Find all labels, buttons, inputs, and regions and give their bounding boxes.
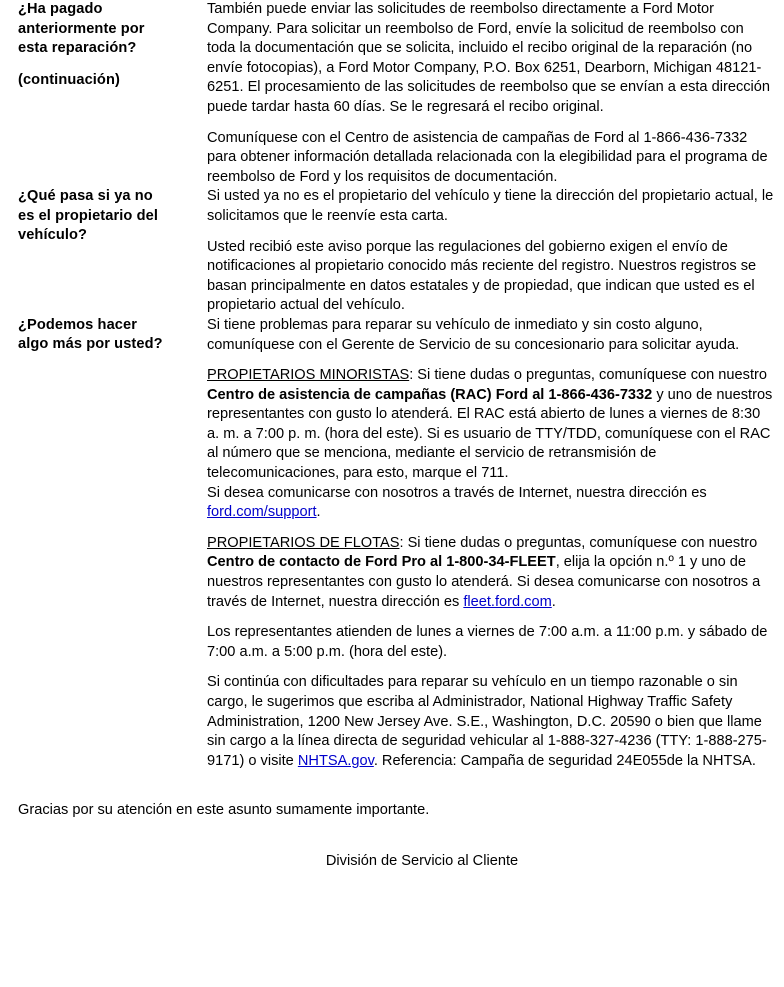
paragraph-fleet-hours: Los representantes atienden de lunes a viernes de 7:00 a.m. a 11:00 p.m. y sábado de 7:00 a.m. a 5:00 p.m. (hora del este).	[207, 624, 768, 660]
question-heading-line-2: anteriormente por	[18, 20, 145, 37]
question-continued-label: (continuación)	[18, 71, 120, 88]
fleet-owners-period: .	[551, 593, 556, 610]
question-heading-line-1: ¿Podemos hacer	[18, 316, 137, 333]
fleet-owners-heading: PROPIETARIOS DE FLOTAS	[207, 534, 400, 551]
signature-line: División de Servicio al Cliente	[325, 852, 519, 869]
question-heading-line-1: ¿Qué pasa si ya no	[18, 188, 153, 205]
fleet-owners-details: , elija la opción n.º 1 y uno de nuestros representantes con gusto lo atenderá. Si desea comunicarse con nosotros a través de Internet, nuestra dirección es	[207, 554, 761, 610]
question-heading-line-1: ¿Ha pagado	[18, 1, 103, 17]
question-heading-no-longer-owner	[18, 187, 199, 246]
nhtsa-gov-link[interactable]: NHTSA.gov	[297, 752, 374, 769]
nhtsa-text: Si continúa con dificultades para reparar su vehículo en un tiempo razonable o sin cargo, le sugerimos que escriba al Administrador, National Highway Traffic Safety Administration, 1200 New Jersey Ave. S.E., Washington, D.C. 20590 o bien que llame sin cargo a la línea directa de seguridad vehicular al 1-888-327-4236 (TTY: 1-888-275-9171) o visite	[207, 674, 767, 769]
fleet-owners-intro: : Si tiene dudas o preguntas, comuníquese con nuestro	[399, 534, 758, 551]
paragraph-nhtsa	[207, 673, 774, 771]
paragraph-retail-owners	[207, 366, 774, 484]
answer-cell-no-longer-owner	[207, 187, 784, 316]
closing-thanks: Gracias por su atención en este asunto sumamente importante.	[18, 802, 430, 819]
retail-internet-period: .	[316, 504, 321, 521]
fleet-ford-link[interactable]: fleet.ford.com	[463, 593, 552, 610]
answer-cell-anything-else	[207, 316, 784, 771]
bottom-spacer	[0, 872, 784, 880]
nhtsa-reference: . Referencia: Campaña de seguridad 24E055de la NHTSA.	[373, 752, 756, 769]
question-cell-previously-paid	[0, 0, 207, 187]
answer-cell-previously-paid	[207, 0, 784, 187]
retail-owners-details: y uno de nuestros representantes con gusto lo atenderá. El RAC está abierto de lunes a viernes de 8:30 a. m. a 7:00 p. m. (hora del este). Si es usuario de TTY/TDD, comuníquese con el RAC al número que se menciona, mediante el servicio de retransmisión de telecomunicaciones, para esto, marque el 711.	[207, 386, 773, 482]
question-heading-line-2: algo más por usted?	[18, 336, 163, 353]
paragraph-service-manager: Si tiene problemas para reparar su vehículo de inmediato y sin costo alguno, comuníquese con el Gerente de Servicio de su concesionario para solicitar ayuda.	[207, 316, 740, 353]
question-cell-anything-else	[0, 316, 207, 771]
paragraph-fleet-owners	[207, 534, 774, 612]
question-heading-line-2: es el propietario del	[18, 207, 158, 224]
section-previously-paid	[0, 0, 784, 187]
section-no-longer-owner	[0, 187, 784, 316]
retail-owners-intro: : Si tiene dudas o preguntas, comuníquese con nuestro	[409, 367, 767, 384]
question-heading-previously-paid	[18, 0, 199, 59]
paragraph-campaign-center-contact: Comuníquese con el Centro de asistencia de campañas de Ford al 1-866-436-7332 para obtener información detallada relacionada con la elegibilidad para el programa de reembolso de Ford y los requisitos de documentación.	[207, 129, 768, 185]
fleet-owners-contact: Centro de contacto de Ford Pro al 1-800-34-FLEET	[207, 554, 556, 571]
paragraph-forward-letter: Si usted ya no es el propietario del vehículo y tiene la dirección del propietario actual, le solicitamos que le reenvíe esta carta.	[207, 188, 774, 224]
question-heading-line-3: esta reparación?	[18, 40, 137, 56]
retail-internet-text: Si desea comunicarse con nosotros a través de Internet, nuestra dirección es	[207, 484, 707, 501]
section-anything-else	[0, 316, 784, 771]
paragraph-retail-internet	[207, 484, 774, 523]
retail-owners-heading: PROPIETARIOS MINORISTAS	[207, 367, 410, 384]
question-cell-no-longer-owner	[0, 187, 207, 316]
paragraph-reimbursement-mailing: También puede enviar las solicitudes de reembolso directamente a Ford Motor Company. Para solicitar un reembolso de Ford, envíe la solicitud de reembolso con toda la documentación que se solicita, incluido el recibo original de la reparación (no envíe fotocopias), a Ford Motor Company, P.O. Box 6251, Dearborn, Michigan 48121-6251. El procesamiento de las solicitudes de reembolso que se envían a esta dirección puede tardar hasta 60 días. Se le regresará el recibo original.	[207, 1, 771, 115]
question-heading-anything-else	[18, 316, 199, 355]
ford-support-link[interactable]: ford.com/support	[207, 504, 317, 521]
retail-owners-contact: Centro de asistencia de campañas (RAC) Ford al 1-866-436-7332	[207, 386, 653, 403]
question-heading-line-3: vehículo?	[18, 227, 88, 244]
paragraph-notice-reason: Usted recibió este aviso porque las regulaciones del gobierno exigen el envío de notificaciones al propietario conocido más reciente del registro. Nuestros registros se basan principalmente en datos estatales y de propiedad, que indican que usted es el propietario actual del vehículo.	[207, 238, 757, 314]
